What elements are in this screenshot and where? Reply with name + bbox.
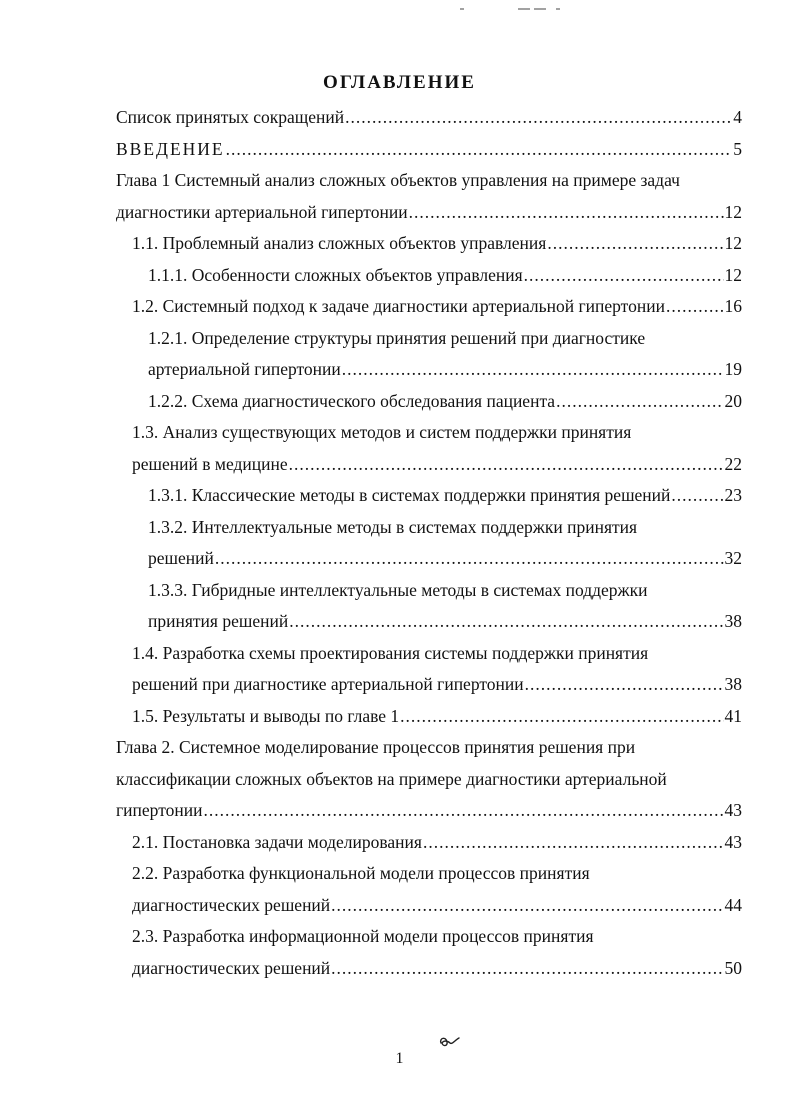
toc-leader-dots	[331, 890, 723, 922]
toc-entry[interactable]	[116, 449, 742, 481]
toc-entry[interactable]	[116, 701, 742, 733]
toc-entry-text: решений в медицине	[132, 453, 288, 474]
toc-leader-dots	[547, 228, 723, 260]
toc-leader-dots	[289, 449, 724, 481]
toc-leader-dots	[226, 134, 733, 166]
toc-entry-text: 1.3.1. Классические методы в системах поддержки принятия решений	[148, 485, 671, 505]
toc-leader-dots	[331, 953, 723, 985]
toc-page-number: 23	[724, 485, 742, 505]
toc-page-number: 44	[724, 894, 742, 915]
toc-entry-text: 1.4. Разработка схемы проектирования системы поддержки принятия	[132, 642, 649, 663]
toc-entry-text: 2.1. Постановка задачи моделирования	[132, 831, 422, 852]
toc-entry-line1[interactable]	[116, 732, 742, 764]
toc-entry-line1[interactable]	[116, 575, 742, 607]
toc-leader-dots	[671, 480, 723, 512]
toc-entry[interactable]	[116, 102, 742, 134]
toc-entry-line1[interactable]	[116, 858, 742, 890]
toc-entry-text: принятия решений	[148, 611, 289, 631]
toc-entry-text: 1.2.2. Схема диагностического обследования пациента	[148, 390, 556, 411]
toc-page-number: 43	[724, 831, 742, 852]
toc-leader-dots	[342, 354, 724, 386]
toc-entry-line1[interactable]	[116, 323, 742, 355]
toc-page-number: 12	[724, 264, 742, 285]
toc-entry-text: 2.3. Разработка информационной модели процессов принятия	[132, 926, 594, 946]
toc-entry-text: 2.2. Разработка функциональной модели процессов принятия	[132, 863, 590, 883]
toc-entry[interactable]	[116, 228, 742, 260]
toc-page-number: 12	[724, 233, 742, 253]
toc-leader-dots	[556, 386, 723, 418]
toc-entry[interactable]	[116, 134, 742, 166]
toc-leader-dots	[345, 102, 732, 134]
toc-entry-text: решений при диагностике артериальной гипертонии	[132, 674, 524, 694]
toc-page-number: 32	[724, 548, 742, 568]
toc-page-number: 20	[724, 390, 742, 411]
toc-entry[interactable]	[116, 606, 742, 638]
toc-entry-text: диагностики артериальной гипертонии	[116, 201, 408, 222]
toc-entry-text: 1.2. Системный подход к задаче диагностики артериальной гипертонии	[132, 296, 665, 316]
toc-entry-line1[interactable]	[116, 417, 742, 449]
toc-entry-text: 1.1. Проблемный анализ сложных объектов управления	[132, 233, 547, 253]
toc-leader-dots	[409, 197, 724, 229]
toc-entry[interactable]	[116, 260, 742, 292]
toc-entry[interactable]	[116, 543, 742, 575]
toc-leader-dots	[423, 827, 724, 859]
toc-entry-line1[interactable]	[116, 921, 742, 953]
toc-entry[interactable]	[116, 795, 742, 827]
toc-page-number: 50	[724, 957, 742, 978]
toc-entry[interactable]	[116, 480, 742, 512]
toc-leader-dots	[666, 291, 724, 323]
toc-entry-text: 1.2.1. Определение структуры принятия решений при диагностике	[148, 327, 646, 348]
toc-entry-text: классификации сложных объектов на примере диагностики артериальной	[116, 768, 667, 789]
toc-entry-text: решений	[148, 548, 214, 568]
toc-page-number: 38	[724, 611, 742, 631]
toc-entry-text: артериальной гипертонии	[148, 359, 341, 379]
toc-entry[interactable]	[116, 354, 742, 386]
toc-entry-text: Глава 1 Системный анализ сложных объектов управления на примере задач	[116, 170, 680, 190]
toc-leader-dots	[400, 701, 723, 733]
toc-leader-dots	[289, 606, 723, 638]
toc-entry-text: гипертонии	[116, 800, 203, 820]
toc-entry-text: Глава 2. Системное моделирование процессов принятия решения при	[116, 737, 636, 757]
toc-page-number: 5	[733, 138, 742, 159]
toc-entry[interactable]	[116, 827, 742, 859]
scan-top-mark	[460, 0, 580, 18]
toc-entry[interactable]	[116, 197, 742, 229]
toc-leader-dots	[524, 260, 724, 292]
document-title: ОГЛАВЛЕНИЕ	[323, 72, 476, 93]
toc-entry-text: Список принятых сокращений	[116, 107, 345, 127]
toc-entry-line2[interactable]	[116, 764, 742, 796]
toc-page-number: 19	[724, 359, 742, 379]
toc-entry[interactable]	[116, 890, 742, 922]
page-number-footer: 1	[395, 1050, 404, 1067]
toc-entry[interactable]	[116, 953, 742, 985]
toc-leader-dots	[215, 543, 724, 575]
toc-page-number: 38	[724, 674, 742, 694]
toc-entry-text: ВВЕДЕНИЕ	[116, 138, 225, 159]
toc-entry-text: 1.1.1. Особенности сложных объектов управления	[148, 264, 523, 285]
toc-page-number: 41	[724, 705, 742, 726]
toc-page-number: 12	[724, 201, 742, 222]
toc-entry-text: диагностических решений	[132, 957, 331, 978]
toc-page-number: 4	[733, 107, 742, 127]
toc-leader-dots	[203, 795, 723, 827]
table-of-contents	[116, 102, 742, 984]
toc-page-number: 43	[724, 800, 742, 820]
toc-entry-text: 1.3.3. Гибридные интеллектуальные методы в системах поддержки	[148, 579, 648, 600]
toc-entry-line1[interactable]	[116, 512, 742, 544]
toc-leader-dots	[525, 669, 724, 701]
toc-page-number: 22	[724, 453, 742, 474]
toc-entry[interactable]	[116, 291, 742, 323]
toc-entry-line1[interactable]	[116, 165, 742, 197]
toc-entry-text: диагностических решений	[132, 894, 331, 915]
toc-entry-text: 1.3. Анализ существующих методов и систем поддержки принятия	[132, 422, 632, 442]
toc-entry[interactable]	[116, 386, 742, 418]
toc-page-number: 16	[724, 296, 742, 316]
toc-entry-line1[interactable]	[116, 638, 742, 670]
toc-entry-text: 1.5. Результаты и выводы по главе 1	[132, 705, 400, 726]
toc-entry[interactable]	[116, 669, 742, 701]
toc-entry-text: 1.3.2. Интеллектуальные методы в системах поддержки принятия	[148, 516, 638, 537]
